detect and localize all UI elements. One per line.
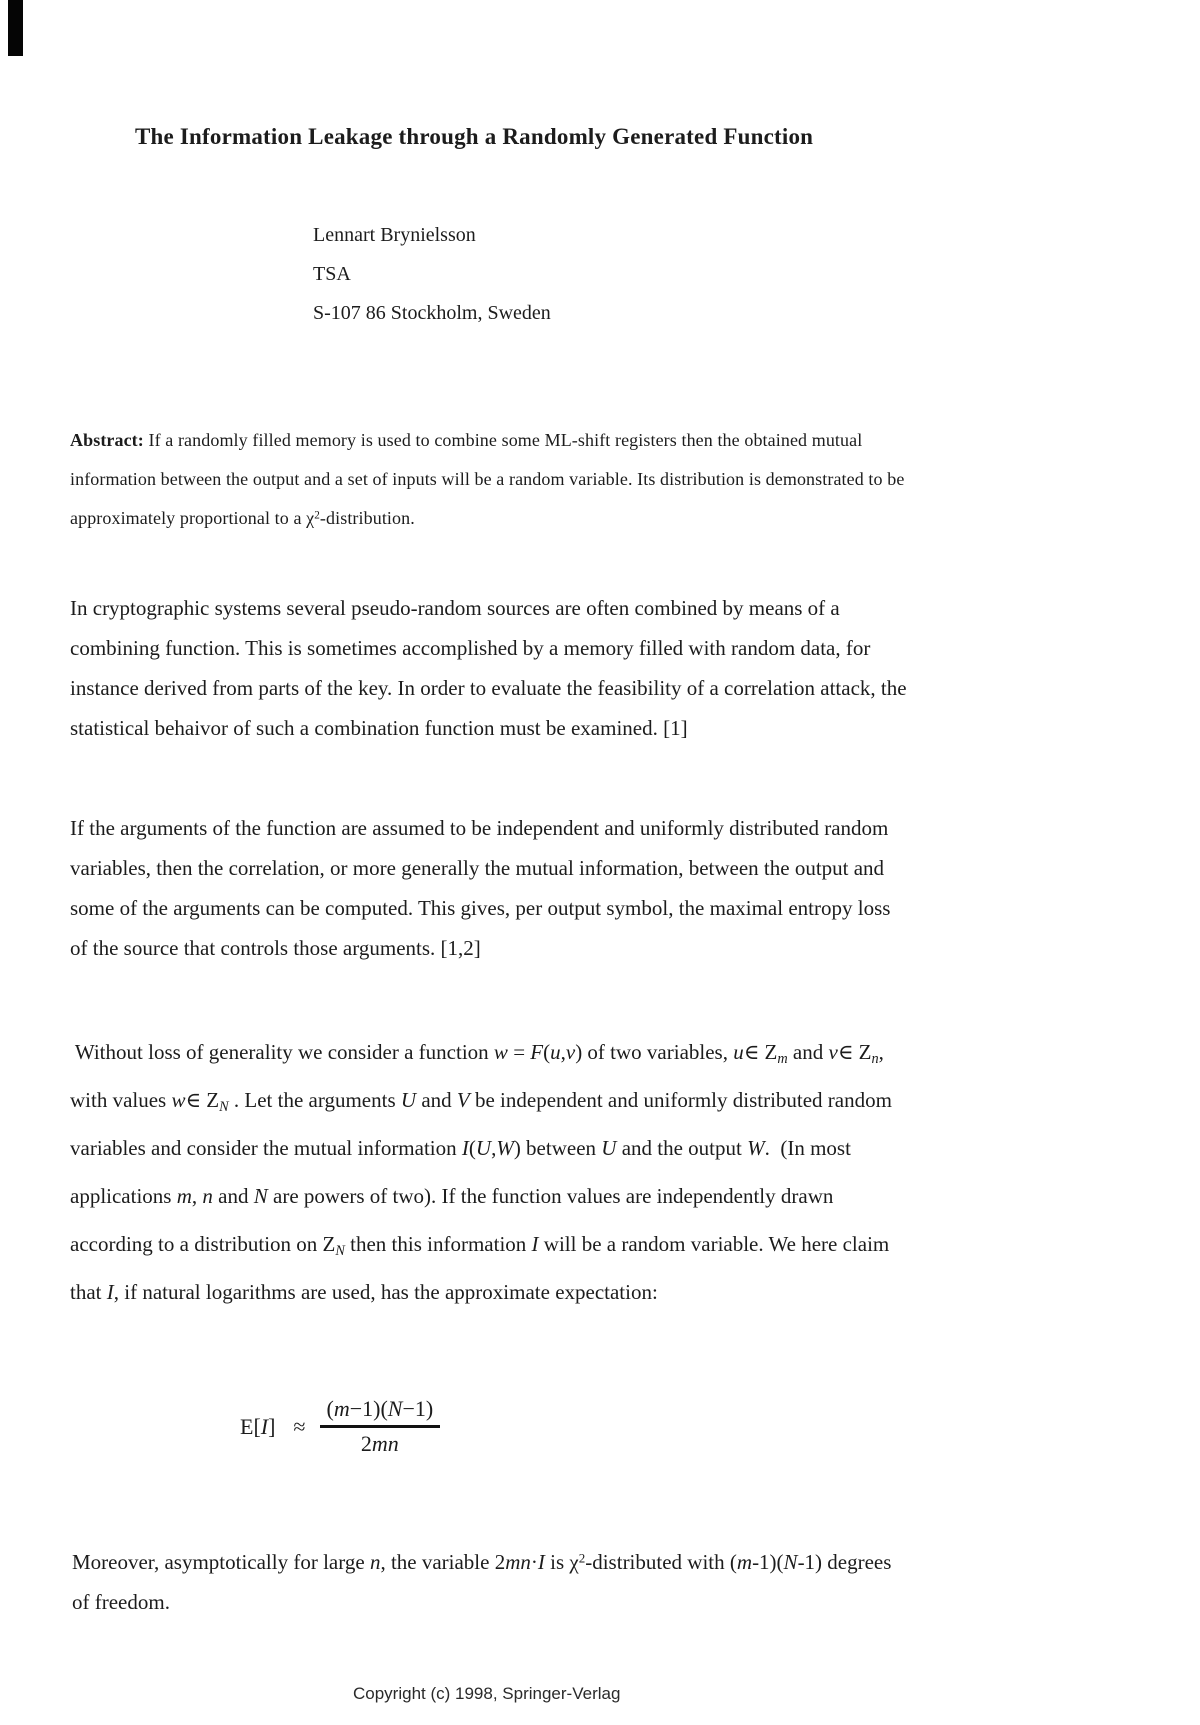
author-affiliation: TSA — [313, 263, 351, 285]
text-line: Moreover, asymptotically for large n, the variable 2mn·I is $\chi^2$-distributed with (m-1)(N-1) degrees — [72, 1550, 892, 1574]
paragraph-asymptotic — [72, 1542, 891, 1622]
approx-symbol: ≈ — [293, 1413, 306, 1439]
abstract-line: Abstract: If a randomly filled memory is used to combine some ML-shift registers then the obtained mutual — [70, 430, 863, 450]
paper-title: The Information Leakage through a Randomly Generated Function — [135, 124, 814, 149]
text-line: In cryptographic systems several pseudo-random sources are often combined by means of a — [70, 596, 840, 620]
fraction-denominator: 2mn — [360, 1431, 399, 1456]
text-line: according to a distribution on $Z_N$ then this information I will be a random variable. We here claim — [70, 1232, 890, 1259]
paragraph-arguments — [70, 808, 890, 968]
author-name: Lennart Brynielsson — [313, 224, 476, 246]
author-block — [313, 216, 551, 333]
formula-lhs: E[I] — [240, 1413, 276, 1439]
fraction — [320, 1396, 441, 1457]
abstract — [70, 421, 904, 538]
paragraph-function-definition — [70, 1028, 892, 1316]
text-line: with values w∈ $Z_N$ . Let the arguments U and V be independent and uniformly distributed random — [70, 1088, 892, 1115]
footer-copyright: Copyright (c) 1998, Springer-Verlag — [353, 1684, 621, 1703]
text-line: variables, then the correlation, or more generally the mutual information, between the output and — [70, 856, 885, 880]
text-line: instance derived from parts of the key. In order to evaluate the feasibility of a correlation attack, the — [70, 676, 907, 700]
paragraph-intro — [70, 588, 907, 748]
text-line: some of the arguments can be computed. This gives, per output symbol, the maximal entropy loss — [70, 896, 891, 920]
scan-artifact-mark — [8, 0, 23, 56]
text-line: Without loss of generality we consider a function w = F(u,v) of two variables, u∈ $Z_m$ and v∈ $Z_n$, — [70, 1040, 884, 1067]
text-line: applications m, n and N are powers of two). If the function values are independently drawn — [70, 1184, 834, 1208]
fraction-numerator: (m−1)(N−1) — [326, 1396, 434, 1421]
text-line: If the arguments of the function are assumed to be independent and uniformly distributed random — [70, 816, 889, 840]
author-address: S-107 86 Stockholm, Sweden — [313, 302, 551, 324]
text-line: variables and consider the mutual information I(U,W) between U and the output W. (In most — [70, 1136, 851, 1160]
text-line: of the source that controls those arguments. [1,2] — [70, 936, 481, 960]
expectation-formula — [240, 1396, 440, 1457]
text-line: of freedom. — [72, 1590, 170, 1614]
abstract-line: approximately proportional to a $\chi^2$-distribution. — [70, 508, 415, 528]
text-line: combining function. This is sometimes accomplished by a memory filled with random data, for — [70, 636, 871, 660]
abstract-line: information between the output and a set of inputs will be a random variable. Its distribution is demonstrated to be — [70, 469, 905, 489]
text-line: that I, if natural logarithms are used, has the approximate expectation: — [70, 1280, 658, 1304]
text-line: statistical behaivor of such a combination function must be examined. [1] — [70, 716, 688, 740]
